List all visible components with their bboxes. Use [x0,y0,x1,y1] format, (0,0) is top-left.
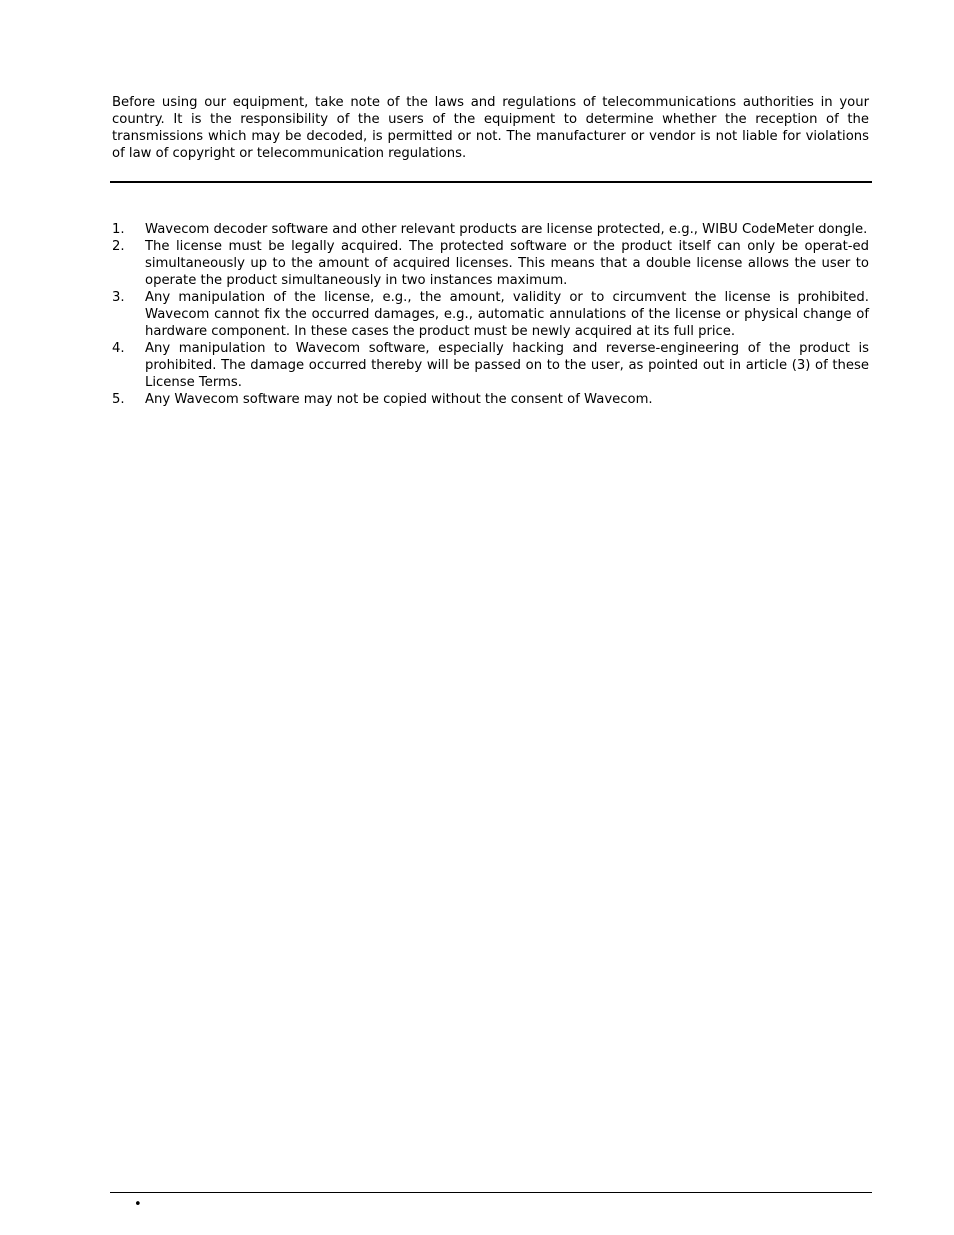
list-item-number: 2. [112,239,125,254]
list-item-text: Any manipulation to Wavecom software, especially hacking and reverse-engineering of the product is prohibited. The damage occurred thereby will be passed on to the user, as pointed out in article (3) of these License Terms. [145,341,869,390]
list-item [112,391,869,408]
section-divider [110,181,872,183]
list-item-number: 4. [112,341,125,356]
footer-divider [110,1192,872,1193]
list-item-text: Any Wavecom software may not be copied without the consent of Wavecom. [145,392,653,407]
list-item-text: The license must be legally acquired. The protected software or the product itself can only be operat-ed simultaneously up to the amount of acquired licenses. This means that a double license allows the user to operate the product simultaneously in two instances maximum. [145,239,869,288]
list-item [112,238,869,289]
list-item-text: Wavecom decoder software and other relevant products are license protected, e.g., WIBU CodeMeter dongle. [145,222,868,237]
list-item-text: Any manipulation of the license, e.g., the amount, validity or to circumvent the license is prohibited. Wavecom cannot fix the occurred damages, e.g., automatic annulations of the license or physical change of hardware component. In these cases the product must be newly acquired at its full price. [145,290,869,339]
legal-notice-paragraph: Before using our equipment, take note of the laws and regulations of telecommunications authorities in your country. It is the responsibility of the users of the equipment to determine whether the reception of the transmissions which may be decoded, is permitted or not. The manufacturer or vendor is not liable for violations of law of copyright or telecommunication regulations. [112,95,869,161]
list-item-number: 3. [112,290,125,305]
list-item [112,340,869,391]
license-terms-list [112,221,869,408]
list-item [112,221,869,238]
list-item [112,289,869,340]
list-item-number: 5. [112,392,125,407]
list-item-number: 1. [112,222,125,237]
footer-bullet: • [134,1197,142,1212]
